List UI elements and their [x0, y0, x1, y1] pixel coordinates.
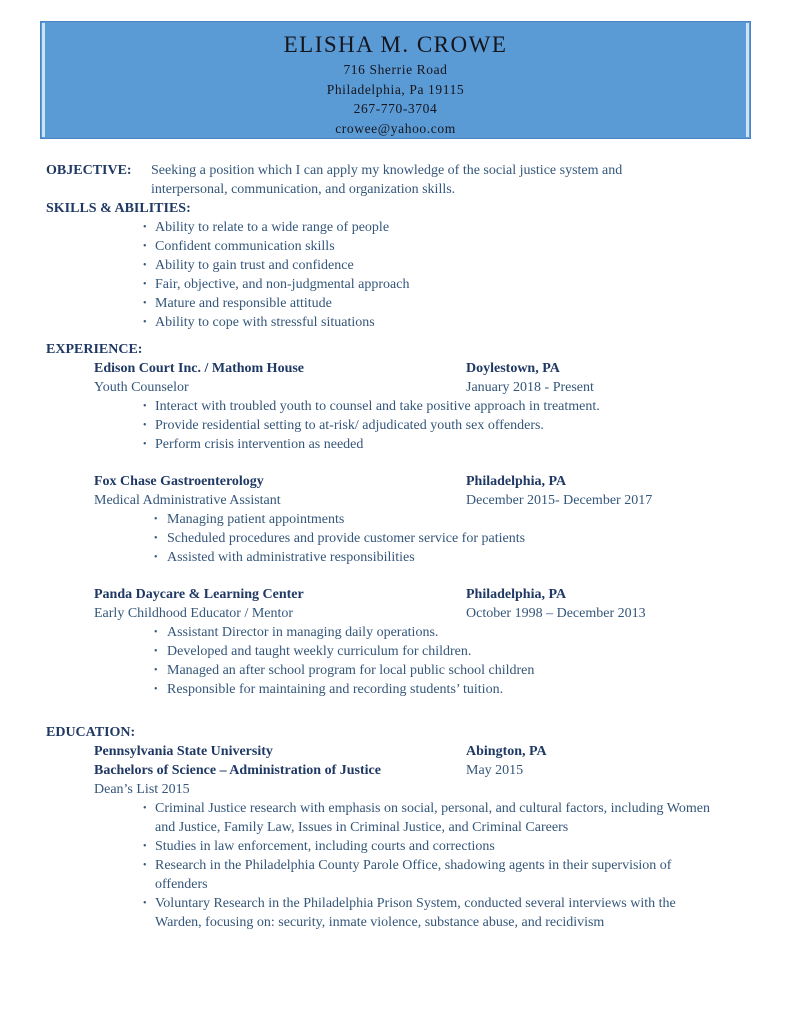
- degree-date: May 2015: [466, 763, 524, 778]
- company-row: [94, 585, 745, 604]
- honors: Dean’s List 2015: [94, 782, 190, 797]
- job-bullet: • Provide residential setting to at-risk/ adjudicated youth sex offenders.: [143, 416, 745, 435]
- job-bullets: [94, 510, 745, 567]
- education-bullet: • Research in the Philadelphia County Parole Office, shadowing agents in their supervision of offenders: [143, 856, 724, 894]
- job-bullet: • Assisted with administrative responsibilities: [152, 548, 745, 567]
- degree: Bachelors of Science – Administration of Justice: [94, 763, 381, 778]
- person-name: ELISHA M. CROWE: [283, 32, 508, 57]
- job-title: Youth Counselor: [94, 380, 189, 395]
- education-block: [94, 742, 745, 932]
- resume-body: [46, 161, 745, 932]
- company-name: Panda Daycare & Learning Center: [94, 587, 304, 602]
- objective-text: Seeking a position which I can apply my knowledge of the social justice system and interpersonal, communication, and organization skills.: [151, 163, 623, 197]
- job-bullet: • Managed an after school program for local public school children: [152, 661, 745, 680]
- company-row: [94, 359, 745, 378]
- job-block: [94, 585, 745, 699]
- job-bullet: • Scheduled procedures and provide customer service for patients: [152, 529, 745, 548]
- job-bullet: • Managing patient appointments: [152, 510, 745, 529]
- job-title: Medical Administrative Assistant: [94, 493, 281, 508]
- contact-block: [41, 60, 750, 138]
- skill-item: • Fair, objective, and non-judgmental approach: [143, 275, 745, 294]
- company-name: Edison Court Inc. / Mathom House: [94, 361, 305, 376]
- skill-item: • Mature and responsible attitude: [143, 294, 745, 313]
- job-bullet: • Responsible for maintaining and recording students’ tuition.: [152, 680, 745, 699]
- job-block: [94, 359, 745, 454]
- job-title: Early Childhood Educator / Mentor: [94, 606, 294, 621]
- education-heading: EDUCATION:: [46, 725, 136, 740]
- education-bullet: • Studies in law enforcement, including courts and corrections: [143, 837, 724, 856]
- school-location: Abington, PA: [466, 744, 547, 759]
- education-bullet: • Voluntary Research in the Philadelphia Prison System, conducted several interviews with the Warden, focusing on: security, inmate violence, substance abuse, and recidivism: [143, 894, 724, 932]
- job-dates: October 1998 – December 2013: [466, 606, 646, 621]
- job-dates: January 2018 - Present: [466, 380, 594, 395]
- education-bullets: [94, 799, 724, 932]
- skills-list: [46, 218, 745, 332]
- job-bullet: • Developed and taught weekly curriculum for children.: [152, 642, 745, 661]
- skill-item: • Ability to cope with stressful situations: [143, 313, 745, 332]
- skill-item: • Confident communication skills: [143, 237, 745, 256]
- job-bullet: • Assistant Director in managing daily operations.: [152, 623, 745, 642]
- education-bullet: • Criminal Justice research with emphasis on social, personal, and cultural factors, including Women and Justice, Family Law, Issues in Criminal Justice, and Criminal Careers: [143, 799, 724, 837]
- company-row: [94, 472, 745, 491]
- title-row: [94, 491, 745, 510]
- company-name: Fox Chase Gastroenterology: [94, 474, 264, 489]
- job-bullets: [94, 397, 745, 454]
- skill-item: • Ability to gain trust and confidence: [143, 256, 745, 275]
- header-box: [40, 21, 751, 139]
- title-row: [94, 604, 745, 623]
- objective-heading: OBJECTIVE:: [46, 163, 132, 178]
- objective-section: [46, 161, 745, 199]
- address-line: 716 Sherrie Road: [343, 62, 448, 77]
- job-location: Doylestown, PA: [466, 361, 560, 376]
- experience-heading: EXPERIENCE:: [46, 342, 143, 357]
- address-line: 267-770-3704: [353, 101, 438, 116]
- job-bullet: • Perform crisis intervention as needed: [143, 435, 745, 454]
- degree-row: [94, 761, 745, 780]
- address-line: Philadelphia, Pa 19115: [326, 81, 465, 97]
- job-dates: December 2015- December 2017: [466, 493, 653, 508]
- job-location: Philadelphia, PA: [466, 587, 567, 602]
- title-row: [94, 378, 745, 397]
- experience-jobs: [46, 359, 745, 699]
- address-line: crowee@yahoo.com: [335, 120, 456, 136]
- skill-item: • Ability to relate to a wide range of people: [143, 218, 745, 237]
- school-name: Pennsylvania State University: [94, 744, 273, 759]
- job-location: Philadelphia, PA: [466, 474, 567, 489]
- job-bullet: • Interact with troubled youth to counsel and take positive approach in treatment.: [143, 397, 745, 416]
- school-row: [94, 742, 745, 761]
- skills-heading: SKILLS & ABILITIES:: [46, 201, 191, 216]
- job-bullets: [94, 623, 745, 699]
- job-block: [94, 472, 745, 567]
